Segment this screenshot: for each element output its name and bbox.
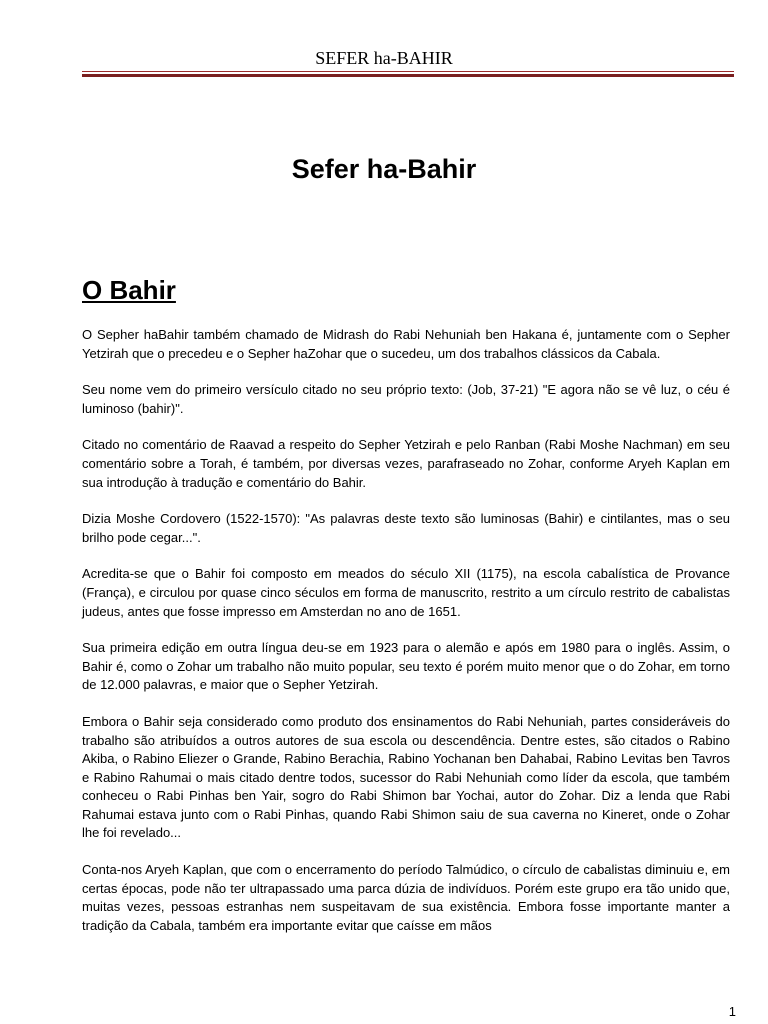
paragraph: Conta-nos Aryeh Kaplan, que com o encerramento do período Talmúdico, o círculo de cabalistas diminuiu e, em certas épocas, pode não ter ultrapassado uma parca dúzia de indivíduos. Porém este grupo era tão unido que, muitas vezes, pessoas estranhas nem suspeitavam de sua existência. Embora fosse importante manter a tradição da Cabala, também era importante evitar que caísse em mãos: [82, 862, 730, 933]
paragraph: Embora o Bahir seja considerado como produto dos ensinamentos do Rabi Nehuniah, partes consideráveis do trabalho são atribuídos a outros autores de sua escola ou descendência. Dentre estes, são citados o Rabino Akiba, o Rabino Eliezer o Grande, Rabino Berachia, Rabino Yochanan ben Dahabai, Rabino Levitas ben Tavros e Rabino Rahumai o mais citado dentre todos, sucessor do Rabi Nehuniah como líder da escola, que também conheceu o Rabi Pinhas ben Yair, sogro do Rabi Shimon bar Yochai, autor do Zohar. Diz a lenda que Rabi Rahumai estava junto com o Rabi Pinhas, quando Rabi Shimon saiu de sua caverna no Kineret, onde o Zohar lhe foi revelado...: [82, 713, 730, 841]
paragraph: O Sepher haBahir também chamado de Midrash do Rabi Nehuniah ben Hakana é, juntamente com o Sepher Yetzirah que o precedeu e o Sepher haZohar que o sucedeu, um dos trabalhos clássicos da Cabala.: [82, 327, 730, 361]
header-rule-thin: [82, 71, 734, 72]
body-text: [82, 326, 730, 953]
section-heading: O Bahir: [82, 275, 176, 305]
paragraph: Dizia Moshe Cordovero (1522-1570): "As palavras deste texto são luminosas (Bahir) e cintilantes, mas o seu brilho pode cegar...".: [82, 511, 730, 545]
running-header: SEFER ha-BAHIR: [315, 48, 453, 68]
header-rule-thick: [82, 74, 734, 77]
paragraph: Sua primeira edição em outra língua deu-se em 1923 para o alemão e após em 1980 para o inglês. Assim, o Bahir é, como o Zohar um trabalho não muito popular, seu texto é porém muito menor que o do Zohar, em torno de 12.000 palavras, e maior que o Sepher Yetzirah.: [82, 640, 730, 693]
document-title: Sefer ha-Bahir: [291, 154, 477, 184]
paragraph: Citado no comentário de Raavad a respeito do Sepher Yetzirah e pelo Ranban (Rabi Moshe Nachman) em seu comentário sobre a Torah, é também, por diversas vezes, parafraseado no Zohar, conforme Aryeh Kaplan em sua introdução à tradução e comentário do Bahir.: [82, 437, 730, 490]
paragraph: Acredita-se que o Bahir foi composto em meados do século XII (1175), na escola cabalística de Provance (França), e circulou por quase cinco séculos em forma de manuscrito, restrito a um círculo restrito de cabalistas judeus, antes que fosse impresso em Amsterdan no ano de 1651.: [82, 566, 730, 619]
page-number: 1: [728, 1004, 736, 1019]
paragraph: Seu nome vem do primeiro versículo citado no seu próprio texto: (Job, 37-21) "E agora não se vê luz, o céu é luminoso (bahir)".: [82, 382, 730, 416]
